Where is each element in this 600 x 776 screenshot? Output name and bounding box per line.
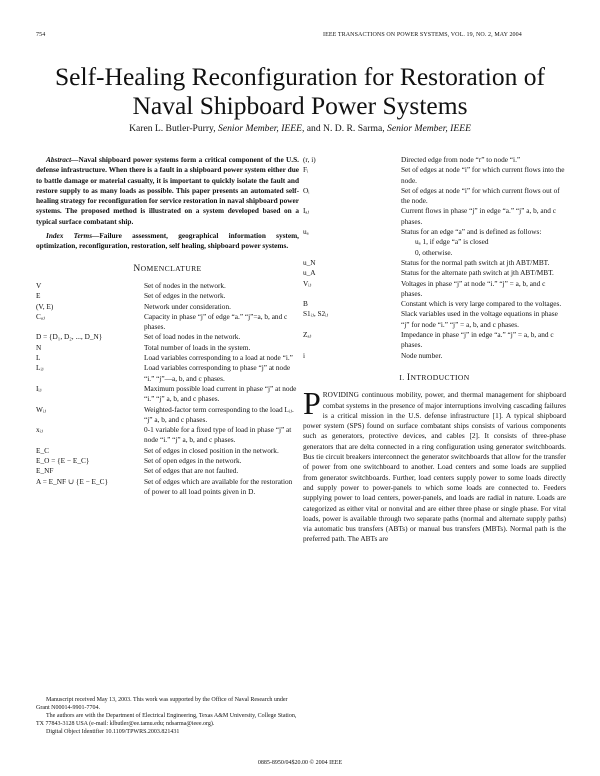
nomenclature-symbol: D = {D₁, D₂, ..., D_N} (36, 332, 103, 342)
left-column (36, 155, 299, 497)
drop-cap: P (303, 385, 321, 422)
nomenclature-description: Set of edges in closed position in the network. (144, 445, 279, 455)
abstract-text: Naval shipboard power systems form a critical component of the U.S. defense infrastructure. When there is a fault in a shipboard power system either due to battle damage or material casualty, it is important to quickly isolate the fault and restore supply to as many loads as possible. This paper presents an automated self-healing strategy for reconfiguration for service restoration in naval shipboard power systems. The proposed method is illustrated on a system developed based on a typical surface combatant ship. (36, 155, 299, 226)
nomenclature-symbol: Iᵢⱼ (36, 383, 42, 393)
nomenclature-entry (303, 258, 566, 268)
nomenclature-description: Set of load nodes in the network. (144, 332, 241, 342)
nomenclature-description: Capacity in phase “j” of edge “a.” “j”=a, b, and c phases. (144, 311, 288, 332)
nomenclature-symbol: Zₐⱼ (303, 330, 312, 340)
nomenclature-description: Maximum possible load current in phase “j” at node “i.” “j” a, b, and c phases. (144, 383, 297, 404)
index-terms (36, 231, 299, 252)
nomenclature-list-right (303, 155, 566, 361)
nomenclature-description: Status for an edge “a” and is defined as follows: (401, 227, 542, 237)
nomenclature-entry (36, 384, 299, 405)
nomenclature-symbol: Iₐⱼ (303, 206, 310, 216)
nomenclature-symbol: Wᵢⱼ (36, 404, 47, 414)
authors (0, 123, 600, 134)
footnote (36, 696, 299, 736)
nomenclature-symbol (303, 248, 401, 258)
nomenclature-entry (303, 237, 566, 247)
nomenclature-symbol: B (303, 299, 308, 309)
nomenclature-entry (303, 268, 566, 278)
nomenclature-description: 0, otherwise. (415, 247, 453, 257)
nomenclature-description: Constant which is very large compared to the voltages. (401, 299, 562, 309)
nomenclature-description: Set of open edges in the network. (144, 456, 242, 466)
journal-header: IEEE TRANSACTIONS ON POWER SYSTEMS, VOL. 19, NO. 2, MAY 2004 (323, 32, 522, 38)
nomenclature-list-left (36, 281, 299, 497)
nomenclature-symbol: (r, i) (303, 155, 316, 164)
nomenclature-entry (303, 165, 566, 186)
nomenclature-entry (303, 227, 566, 237)
nomenclature-description: Set of edges that are not faulted. (144, 466, 239, 476)
nomenclature-description: 0-1 variable for a fixed type of load in phase “j” at node “i.” “j” a, b, and c phases. (144, 425, 292, 445)
introduction-body (303, 385, 566, 544)
nomenclature-entry (36, 343, 299, 353)
nomenclature-symbol: u_N (303, 257, 316, 267)
nomenclature-description: Network under consideration. (144, 301, 231, 311)
nomenclature-description: Set of edges in the network. (144, 291, 226, 301)
footnote-manuscript: Manuscript received May 13, 2003. This work was supported by the Office of Naval Research under Grant N00014-9901-7704. (36, 697, 288, 711)
nomenclature-description: Set of edges which are available for the restoration of power to all load points given in D. (144, 476, 293, 496)
nomenclature-symbol: Lᵢⱼ (36, 363, 44, 373)
author-role-1: Senior Member, IEEE, (218, 123, 305, 134)
nomenclature-heading: NOMENCLATURE (133, 263, 202, 274)
nomenclature-entry (36, 466, 299, 476)
nomenclature-entry (36, 281, 299, 291)
author-name-2: N. D. R. Sarma, (323, 123, 385, 134)
nomenclature-description: Directed edge from node “r” to node “i.” (401, 155, 521, 164)
nomenclature-entry (36, 405, 299, 426)
nomenclature-symbol: V (36, 280, 42, 290)
nomenclature-symbol: u_A (303, 268, 316, 278)
nomenclature-symbol: S1ᵢⱼ, S2ᵢⱼ (303, 309, 329, 319)
title-line-2: Naval Shipboard Power Systems (132, 91, 468, 120)
footnote-affiliation: The authors are with the Department of Electrical Engineering, Texas A&M University, College Station, TX 77843-3128 USA (e-mail: klbutler@ee.tamu.edu; ndsarma@ieee.org). (36, 713, 297, 727)
nomenclature-symbol: E_NF (36, 466, 54, 476)
nomenclature-symbol: uₐ (303, 227, 309, 237)
nomenclature-entry (303, 330, 566, 351)
right-column (303, 155, 566, 545)
nomenclature-entry (303, 186, 566, 207)
nomenclature-description: uₐ 1, if edge “a” is closed (415, 237, 489, 247)
nomenclature-description: Load variables corresponding to phase “j” at node “i.” “j”—a, b, and c phases. (144, 363, 291, 383)
author-and: and (306, 123, 321, 134)
nomenclature-symbol: E_O = {E − E_C} (36, 456, 90, 466)
nomenclature-description: Set of edges at node “i” for which current flows out of the node. (401, 185, 560, 206)
introduction-heading: I. INTRODUCTION (399, 372, 470, 383)
nomenclature-entry (36, 332, 299, 342)
nomenclature-entry (36, 291, 299, 301)
nomenclature-description: Set of edges at node “i” for which current flows into the node. (401, 165, 565, 185)
nomenclature-entry (303, 279, 566, 300)
nomenclature-entry (36, 363, 299, 384)
nomenclature-symbol: Cₐⱼ (36, 311, 45, 321)
nomenclature-description: Impedance in phase “j” in edge “a.” “j” = a, b, and c phases. (401, 330, 554, 350)
abstract (36, 155, 299, 227)
abstract-label: Abstract— (46, 155, 79, 164)
nomenclature-entry (303, 299, 566, 309)
nomenclature-symbol: Vᵢⱼ (303, 278, 312, 288)
nomenclature-description: Status for the alternate path switch at jth ABT/MBT. (401, 268, 554, 278)
nomenclature-symbol: N (36, 342, 42, 352)
nomenclature-entry (36, 312, 299, 333)
nomenclature-entry (36, 302, 299, 312)
index-terms-label: Index Terms— (46, 231, 100, 241)
nomenclature-entry (36, 446, 299, 456)
nomenclature-symbol: xᵢⱼ (36, 425, 43, 435)
nomenclature-description: Voltages in phase “j” at node “i.” “j” = a, b, and c phases. (401, 278, 546, 298)
nomenclature-symbol: A = E_NF ∪ {E − E_C} (36, 476, 109, 486)
nomenclature-description: Slack variables used in the voltage equations in phase “j” for node “i.” “j” = a, b, and c phases. (401, 309, 558, 329)
nomenclature-symbol: i (303, 350, 306, 360)
nomenclature-description: Total number of loads in the system. (144, 342, 251, 352)
nomenclature-symbol (303, 237, 401, 247)
copyright-footer: 0885-8950/04$20.00 © 2004 IEEE (257, 760, 343, 766)
nomenclature-entry (303, 155, 566, 165)
nomenclature-description: Status for the normal path switch at jth ABT/MBT. (401, 257, 550, 267)
author-role-2: Senior Member, IEEE (387, 123, 471, 134)
nomenclature-symbol: L (36, 353, 41, 363)
nomenclature-symbol: Oᵢ (303, 185, 310, 195)
nomenclature-entry (303, 206, 566, 227)
nomenclature-symbol: Fᵢ (303, 165, 309, 175)
introduction-text: ROVIDING continuous mobility, power, and thermal management for shipboard combat systems in the presence of major interruptions involving cascading failures is a critical mission in the U.S. defense infrastructure [1]. A typical shipboard power system (SPS) found on surface combatant ships consists of various components such as generators, protective devices, and cables [2]. It consists of three-phase generators that are delta connected in a ring configuration using generator switchboards. Bus tie circuit breakers interconnect the generator switchboards that allow for the transfer of power from one switchboard to another. Load centers and some loads are supplied from generator switchboards. Further, load centers supply power to some loads directly and supply power to power-panels to which some loads are connected to. Feeders supplying power to load centers, power-panels, and loads are radial in nature. Loads are categorized as either vital or nonvital and are either three phase or single phase. For vital loads, power is available through two separate paths (normal and alternate supply paths) via automatic bus transfers (ABTs) or manual bus transfers (MBTs). Normal path is the preferred path. The ABTs are (303, 390, 566, 544)
footnote-doi: Digital Object Identifier 10.1109/TPWRS.2003.821431 (46, 729, 180, 735)
index-terms-text: Failure assessment, geographical information system, optimization, reconfiguration, restoration, self healing, shipboard power systems. (36, 231, 300, 251)
paper-title (0, 62, 600, 120)
author-name-1: Karen L. Butler-Purry, (129, 123, 216, 134)
nomenclature-symbol: E (36, 291, 41, 301)
nomenclature-entry (303, 309, 566, 330)
nomenclature-entry (303, 248, 566, 258)
nomenclature-description: Current flows in phase “j” in edge “a.” “j” a, b, and c phases. (401, 206, 556, 226)
nomenclature-description: Load variables corresponding to a load at node “i.” (144, 353, 293, 363)
page-number: 754 (36, 32, 46, 38)
nomenclature-description: Set of nodes in the network. (144, 280, 226, 290)
nomenclature-description: Node number. (401, 350, 443, 360)
nomenclature-entry (36, 456, 299, 466)
nomenclature-symbol: (V, E) (36, 301, 54, 311)
nomenclature-description: Weighted-factor term corresponding to the load Lᵢⱼ. “j” a, b, and c phases. (144, 404, 294, 424)
nomenclature-entry (36, 477, 299, 498)
nomenclature-entry (36, 353, 299, 363)
nomenclature-symbol: E_C (36, 445, 49, 455)
title-line-1: Self-Healing Reconfiguration for Restoration of (54, 62, 546, 91)
nomenclature-entry (303, 351, 566, 361)
nomenclature-entry (36, 425, 299, 446)
